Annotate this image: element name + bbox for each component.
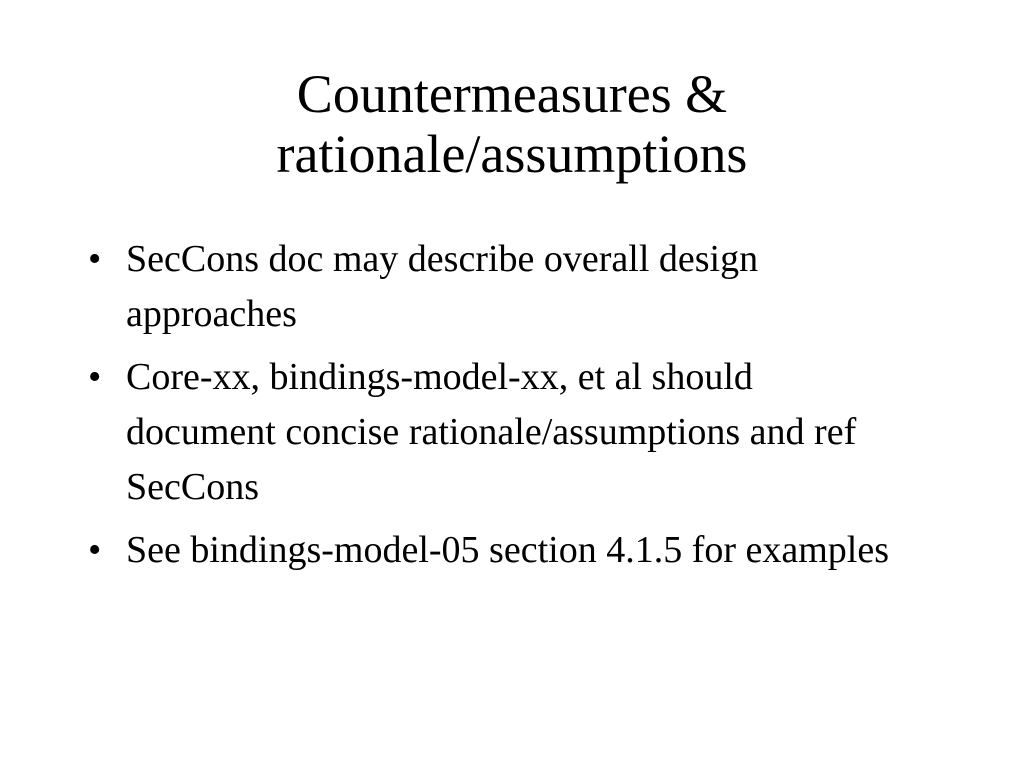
bullet-item — [82, 523, 912, 578]
bullet-icon: • — [88, 356, 102, 398]
bullet-item — [82, 350, 912, 515]
slide-title-line-1: Countermeasures & — [296, 64, 728, 124]
slide-title-line-2: rationale/assumptions — [276, 124, 748, 184]
bullet-text: Core-xx, bindings-model-xx, et al should document concise rationale/assumptions and ref SecCons — [126, 356, 857, 508]
bullet-item — [82, 232, 912, 342]
bullet-icon: • — [88, 238, 102, 280]
bullet-list — [82, 232, 912, 586]
slide-title — [112, 64, 912, 184]
bullet-text: SecCons doc may describe overall design approaches — [126, 238, 759, 335]
bullet-icon: • — [88, 529, 102, 571]
bullet-text: See bindings-model-05 section 4.1.5 for examples — [126, 529, 890, 571]
